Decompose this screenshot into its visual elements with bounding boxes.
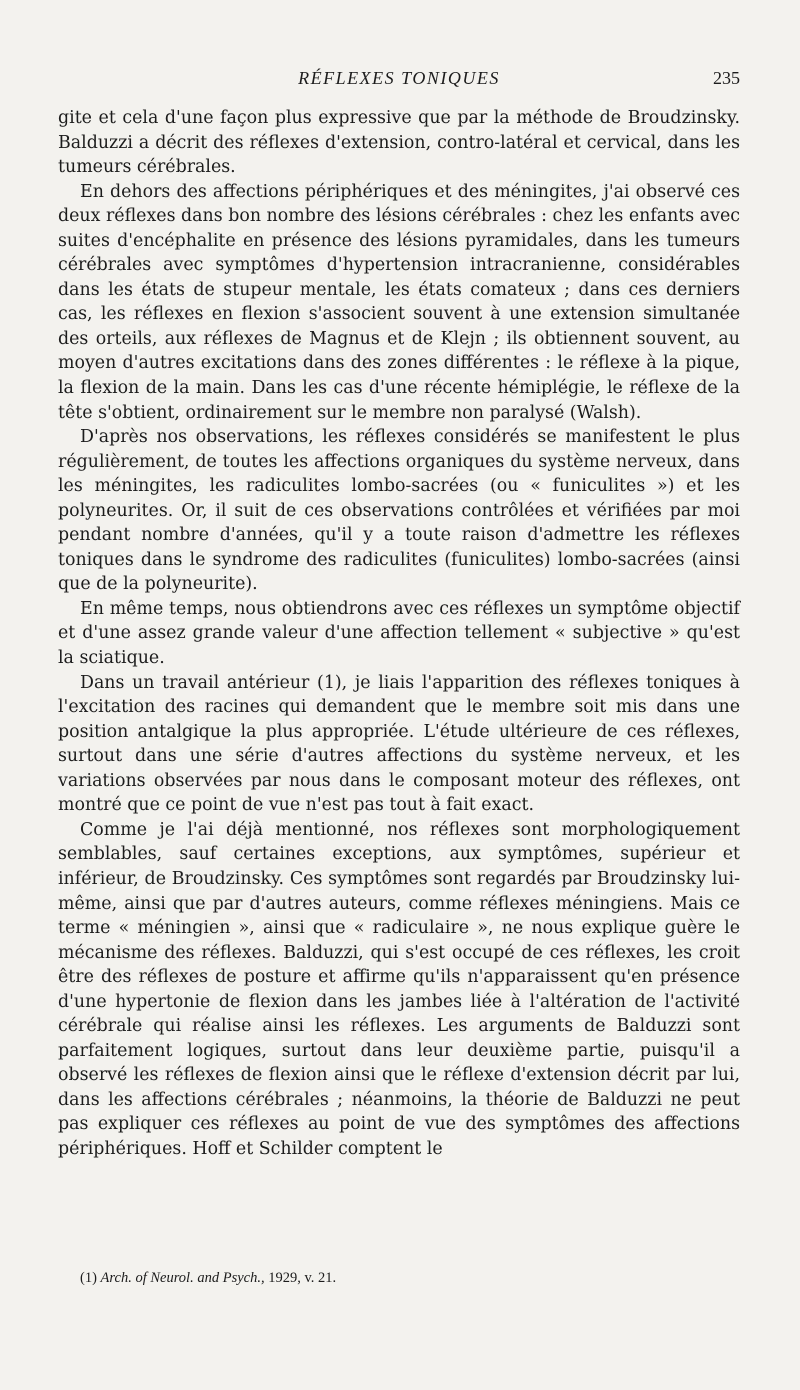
footnote-marker: (1) bbox=[80, 1270, 97, 1286]
paragraph: Comme je l'ai déjà mentionné, nos réflexes sont morphologiquement semblables, sauf certaines exceptions, aux symptômes, supérieur et inférieur, de Broudzinsky. Ces symptômes sont regardés par Broudzinsky lui-même, ainsi que par d'autres auteurs, comme réflexes méningiens. Mais ce terme « méningien », ainsi que « radiculaire », ne nous explique guère le mécanisme des réflexes. Balduzzi, qui s'est occupé de ces réflexes, les croit être des réflexes de posture et affirme qu'ils n'apparaissent qu'en présence d'une hypertonie de flexion dans les jambes liée à l'altération de l'activité cérébrale qui réalise ainsi les réflexes. Les arguments de Balduzzi sont parfaitement logiques, surtout dans leur deuxième partie, puisqu'il a observé les réflexes de flexion ainsi que le réflexe d'extension décrit par lui, dans les affections cérébrales ; néanmoins, la théorie de Balduzzi ne peut pas expliquer ces réflexes au point de vue des symptômes des affections périphériques. Hoff et Schilder comptent le bbox=[58, 819, 740, 1159]
paragraph: gite et cela d'une façon plus expressive que par la méthode de Broudzinsky. Balduzzi a décrit des réflexes d'extension, contro-latéral et cervical, dans les tumeurs cérébrales. bbox=[58, 108, 740, 178]
running-title: RÉFLEXES TONIQUES bbox=[298, 68, 500, 88]
page-number: 235 bbox=[713, 68, 740, 88]
paragraph: Dans un travail antérieur (1), je liais l'apparition des réflexes toniques à l'excitation des racines qui demandent que le membre soit mis dans une position antalgique la plus appropriée. L'étude ultérieure de ces réflexes, surtout dans une série d'autres affections du système nerveux, et les variations observées par nous dans le composant moteur des réflexes, ont montré que ce point de vue n'est pas tout à fait exact. bbox=[58, 672, 740, 816]
footnote bbox=[80, 1270, 720, 1287]
paragraph: D'après nos observations, les réflexes considérés se manifestent le plus régulièrement, de toutes les affections organiques du système nerveux, dans les méningites, les radiculites lombo-sacrées (ou « funiculites ») et les polyneurites. Or, il suit de ces observations contrôlées et vérifiées par moi pendant nombre d'années, qu'il y a toute raison d'admettre les réflexes toniques dans le syndrome des radiculites (funiculites) lombo-sacrées (ainsi que de la polyneurite). bbox=[58, 427, 740, 595]
body-text bbox=[58, 106, 740, 1162]
paragraph: En même temps, nous obtiendrons avec ces réflexes un symptôme objectif et d'une assez grande valeur d'une affection tellement « subjective » qu'est la sciatique. bbox=[58, 598, 740, 669]
footnote-source: Arch. of Neurol. and Psych., bbox=[100, 1270, 265, 1286]
footnote-details: 1929, v. 21. bbox=[268, 1270, 337, 1286]
paragraph: En dehors des affections périphériques et des méningites, j'ai observé ces deux réflexes dans bon nombre des lésions cérébrales : chez les enfants avec suites d'encéphalite en présence des lésions pyramidales, dans les tumeurs cérébrales avec symptômes d'hypertension intracranienne, considérables dans les états de stupeur mentale, les états comateux ; dans ces derniers cas, les réflexes en flexion s'associent souvent à une extension simultanée des orteils, aux réflexes de Magnus et de Klejn ; ils obtiennent souvent, au moyen d'autres excitations dans des zones différentes : le réflexe à la pique, la flexion de la main. Dans les cas d'une récente hémiplégie, le réflexe de la tête s'obtient, ordinairement sur le membre non paralysé (Walsh). bbox=[58, 181, 740, 423]
page-header bbox=[58, 68, 740, 98]
